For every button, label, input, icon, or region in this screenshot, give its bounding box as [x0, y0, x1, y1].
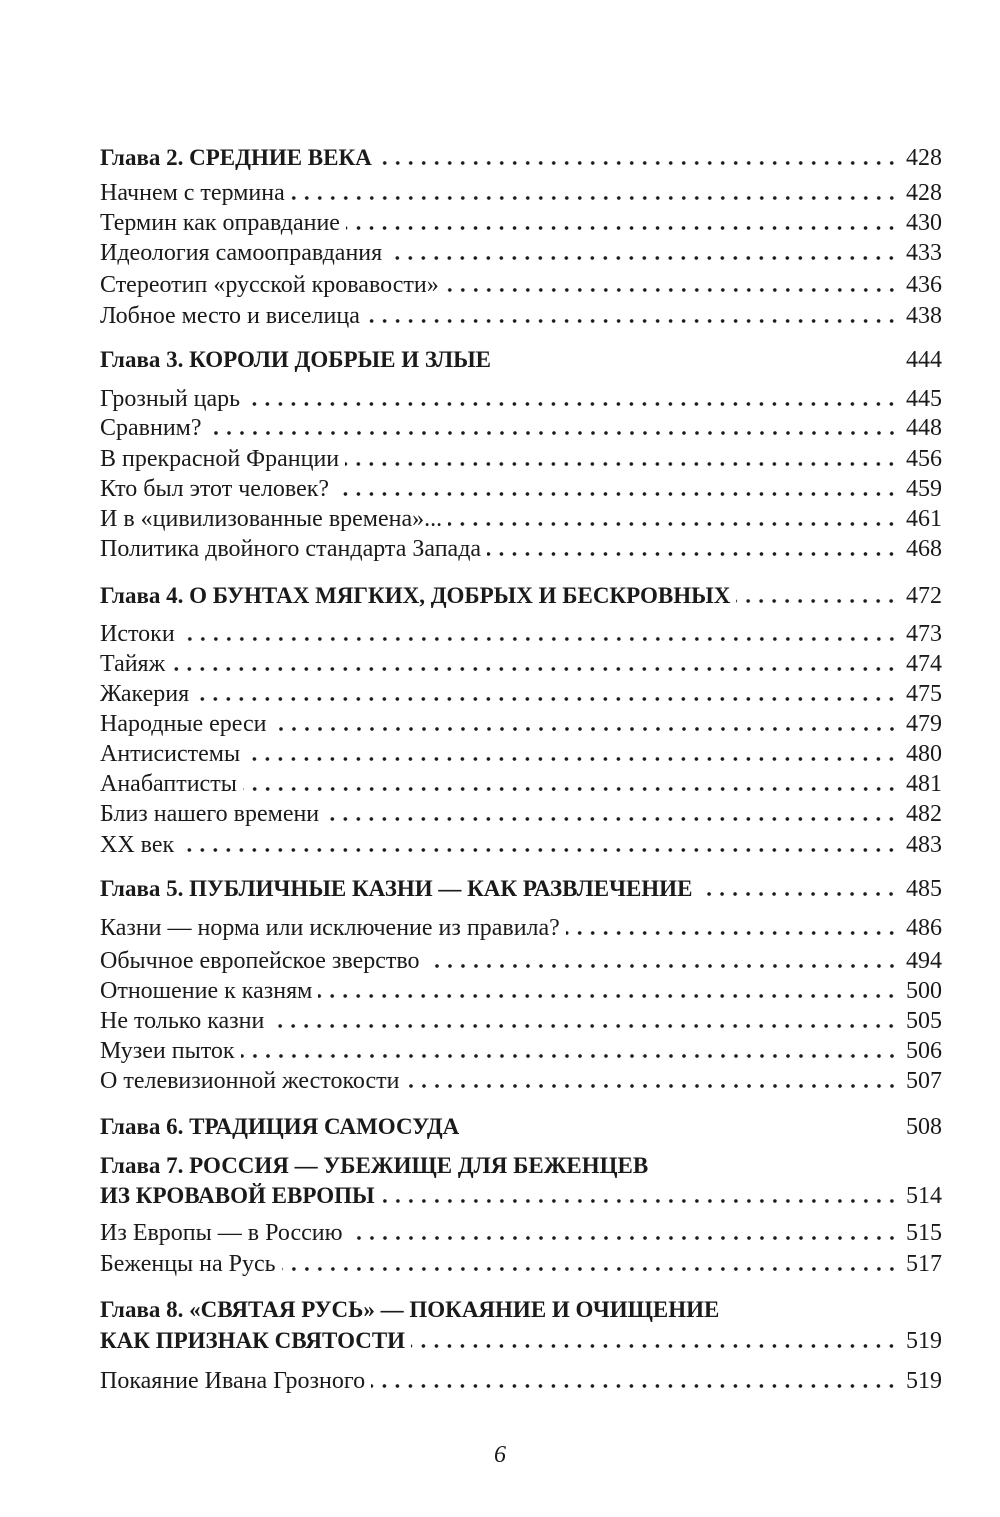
dot-leader: [345, 462, 898, 466]
dot-leader: [325, 817, 898, 821]
entry-page: 436: [906, 272, 942, 298]
entry-page: 461: [906, 506, 942, 532]
entry-title: Близ нашего времени: [100, 801, 320, 827]
dot-leader: [366, 319, 898, 323]
toc-item: [100, 270, 942, 300]
entry-page: 500: [906, 978, 942, 1004]
entry-page: 494: [906, 948, 942, 974]
entry-title: И в «цивилизованные времена»...: [100, 506, 443, 532]
dot-leader: [411, 1344, 898, 1348]
dot-leader: [270, 1024, 898, 1028]
toc-item: [100, 619, 942, 649]
entry-page: 482: [906, 801, 942, 827]
toc-item: [100, 1066, 942, 1096]
entry-title: XX век: [100, 832, 175, 858]
entry-title: Сравним?: [100, 415, 202, 441]
entry-title: Анабаптисты: [100, 771, 237, 797]
entry-page: 519: [906, 1368, 942, 1394]
toc-item: [100, 739, 942, 769]
toc-chapter: [100, 143, 942, 173]
entry-title: Музеи пыток: [100, 1038, 235, 1064]
toc-item: [100, 799, 942, 829]
entry-title: Глава 4. О БУНТАХ МЯГКИХ, ДОБРЫХ И БЕСКРОВНЫХ: [100, 583, 731, 608]
entry-page: 481: [906, 771, 942, 797]
toc-item: [100, 1218, 942, 1248]
toc-item: [100, 178, 942, 208]
toc-item: [100, 238, 942, 268]
entry-page: 480: [906, 741, 942, 767]
entry-page: 514: [906, 1183, 942, 1209]
dot-leader: [171, 667, 898, 671]
dot-leader: [282, 1267, 898, 1271]
dot-leader: [335, 492, 898, 496]
entry-page: 459: [906, 476, 942, 502]
dot-leader: [208, 431, 898, 435]
toc-item: [100, 976, 942, 1006]
entry-title: Антисистемы: [100, 741, 241, 767]
entry-title: Глава 2. СРЕДНИЕ ВЕКА: [100, 145, 372, 170]
entry-page: 515: [906, 1220, 942, 1246]
toc-item: [100, 830, 942, 860]
entry-page: 438: [906, 303, 942, 329]
toc-chapter: [100, 1151, 942, 1181]
entry-page: 475: [906, 681, 942, 707]
dot-leader: [371, 1384, 898, 1388]
toc-item: [100, 1249, 942, 1279]
entry-title: Термин как оправдание: [100, 210, 340, 236]
entry-title: Беженцы на Русь: [100, 1251, 276, 1277]
entry-page: 472: [906, 583, 942, 609]
toc-item: [100, 769, 942, 799]
toc-item: [100, 301, 942, 331]
toc-chapter: [100, 1326, 942, 1356]
entry-title: Жакерия: [100, 681, 190, 707]
entry-title: КАК ПРИЗНАК СВЯТОСТИ: [100, 1328, 406, 1353]
entry-page: 474: [906, 651, 942, 677]
entry-title: Грозный царь: [100, 386, 241, 412]
dot-leader: [698, 892, 898, 896]
dot-leader: [318, 994, 898, 998]
dot-leader: [406, 1084, 899, 1088]
entry-page: 445: [906, 386, 942, 412]
entry-title: Истоки: [100, 621, 175, 647]
toc-item: [100, 1036, 942, 1066]
entry-title: Глава 5. ПУБЛИЧНЫЕ КАЗНИ — КАК РАЗВЛЕЧЕНИЕ: [100, 876, 693, 901]
entry-page: 433: [906, 240, 942, 266]
dot-leader: [736, 599, 898, 603]
entry-page: 508: [906, 1114, 942, 1140]
toc-item: [100, 534, 942, 564]
entry-title: О телевизионной жестокости: [100, 1068, 400, 1094]
dot-leader: [426, 964, 898, 968]
entry-title: В прекрасной Франции: [100, 446, 340, 472]
toc-chapter: [100, 1181, 942, 1211]
entry-title: Политика двойного стандарта Запада: [100, 536, 482, 562]
toc-item: [100, 946, 942, 976]
toc-item: [100, 649, 942, 679]
entry-title: Казни — норма или исключение из правила?: [100, 915, 560, 941]
entry-title: Глава 8. «СВЯТАЯ РУСЬ» — ПОКАЯНИЕ И ОЧИЩЕНИЕ: [100, 1297, 720, 1322]
entry-page: 505: [906, 1008, 942, 1034]
toc-item: [100, 504, 942, 534]
dot-leader: [388, 256, 898, 260]
dot-leader: [241, 1054, 898, 1058]
entry-title: Народные ереси: [100, 711, 267, 737]
dot-leader: [246, 757, 898, 761]
entry-title: Лобное место и виселица: [100, 303, 360, 329]
dot-leader: [246, 402, 898, 406]
entry-title: Обычное европейское зверство: [100, 948, 420, 974]
entry-title: Глава 7. РОССИЯ — УБЕЖИЩЕ ДЛЯ БЕЖЕНЦЕВ: [100, 1153, 649, 1178]
toc-item: [100, 709, 942, 739]
entry-title: Отношение к казням: [100, 978, 313, 1004]
entry-page: 483: [906, 832, 942, 858]
dot-leader: [487, 552, 898, 556]
entry-title: Начнем с термина: [100, 180, 285, 206]
toc-chapter: [100, 874, 942, 904]
toc-item: [100, 679, 942, 709]
toc-item: [100, 413, 942, 443]
toc-item: [100, 208, 942, 238]
entry-page: 517: [906, 1251, 942, 1277]
toc-chapter: [100, 581, 942, 611]
entry-page: 428: [906, 180, 942, 206]
entry-page: 448: [906, 415, 942, 441]
dot-leader: [445, 288, 898, 292]
entry-title: Не только казни: [100, 1008, 265, 1034]
toc-item: [100, 1366, 942, 1396]
dot-leader: [346, 226, 898, 230]
entry-page: 430: [906, 210, 942, 236]
dot-leader: [291, 196, 898, 200]
entry-page: 468: [906, 536, 942, 562]
toc-item: [100, 384, 942, 414]
entry-page: 485: [906, 876, 942, 902]
dot-leader: [195, 697, 898, 701]
entry-title: ИЗ КРОВАВОЙ ЕВРОПЫ: [100, 1183, 375, 1208]
dot-leader: [180, 848, 898, 852]
entry-title: Из Европы — в Россию: [100, 1220, 343, 1246]
entry-page: 444: [906, 347, 942, 373]
toc-chapter: [100, 1112, 942, 1142]
entry-page: 473: [906, 621, 942, 647]
toc-chapter: [100, 1295, 942, 1325]
entry-title: Покаяние Ивана Грозного: [100, 1368, 366, 1394]
entry-page: 486: [906, 915, 942, 941]
dot-leader: [181, 637, 898, 641]
dot-leader: [378, 161, 898, 165]
page-number: 6: [494, 1442, 506, 1468]
entry-title: Тайяж: [100, 651, 166, 677]
entry-title: Стереотип «русской кровавости»: [100, 272, 439, 298]
entry-title: Глава 6. ТРАДИЦИЯ САМОСУДА: [100, 1114, 460, 1139]
toc-item: [100, 913, 942, 943]
entry-title: Идеология самооправдания: [100, 240, 383, 266]
entry-page: 506: [906, 1038, 942, 1064]
dot-leader: [349, 1236, 898, 1240]
toc-chapter: [100, 345, 942, 375]
entry-page: 507: [906, 1068, 942, 1094]
entry-page: 428: [906, 145, 942, 171]
entry-page: 479: [906, 711, 942, 737]
dot-leader: [448, 522, 898, 526]
entry-title: Глава 3. КОРОЛИ ДОБРЫЕ И ЗЛЫЕ: [100, 347, 492, 372]
dot-leader: [566, 931, 898, 935]
toc-item: [100, 474, 942, 504]
dot-leader: [273, 727, 898, 731]
dot-leader: [381, 1199, 898, 1203]
toc-item: [100, 444, 942, 474]
toc-item: [100, 1006, 942, 1036]
dot-leader: [243, 787, 898, 791]
entry-page: 519: [906, 1328, 942, 1354]
entry-title: Кто был этот человек?: [100, 476, 330, 502]
entry-page: 456: [906, 446, 942, 472]
